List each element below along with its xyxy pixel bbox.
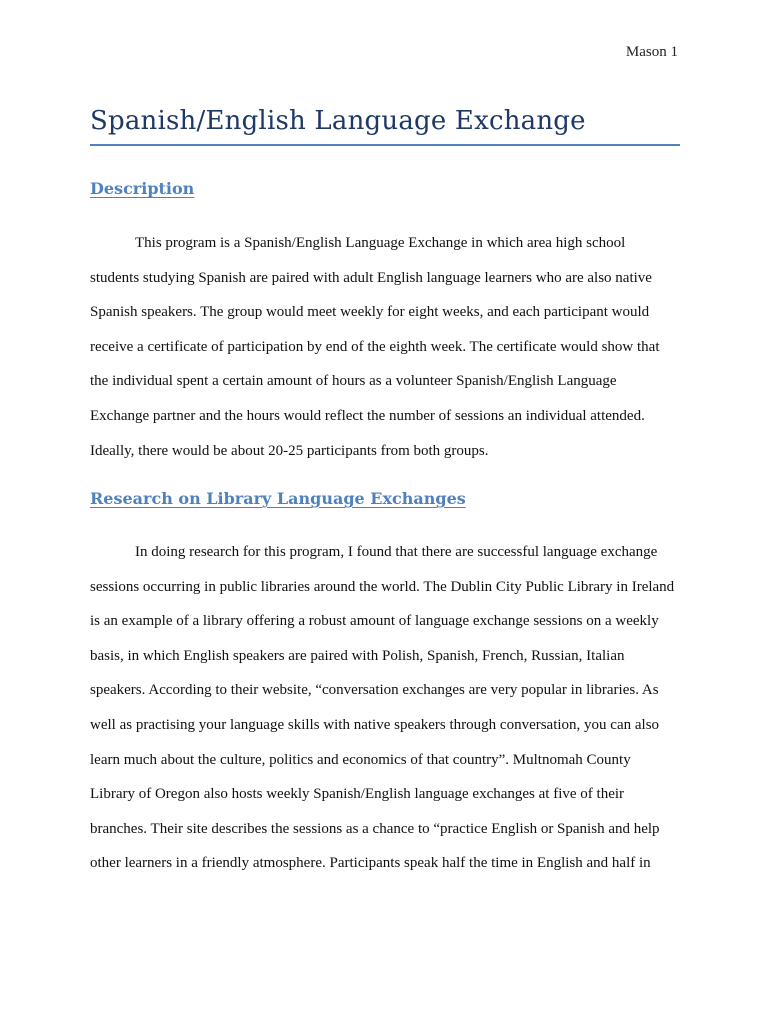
paragraph-line: branches. Their site describes the sessions as a chance to “practice English or Spanish and help xyxy=(90,820,660,837)
section-heading-description: Description xyxy=(90,179,195,198)
research-paragraph xyxy=(90,535,682,881)
paragraph-line: well as practising your language skills with native speakers through conversation, you can also xyxy=(90,716,660,733)
section-heading-research: Research on Library Language Exchanges xyxy=(90,489,466,508)
paragraph-line: other learners in a friendly atmosphere. Participants speak half the time in English and half in xyxy=(90,855,651,872)
paragraph-line: Ideally, there would be about 20-25 participants from both groups. xyxy=(90,442,489,459)
document-title: Spanish/English Language Exchange xyxy=(90,106,680,146)
description-paragraph xyxy=(90,226,682,468)
paragraph-line: basis, in which English speakers are paired with Polish, Spanish, French, Russian, Italian xyxy=(90,647,625,664)
paragraph-line: speakers. According to their website, “conversation exchanges are very popular in libraries. As xyxy=(90,682,659,699)
paragraph-line: sessions occurring in public libraries around the world. The Dublin City Public Library in Ireland xyxy=(90,578,675,595)
paragraph-line: receive a certificate of participation by end of the eighth week. The certificate would show that xyxy=(90,338,660,355)
paragraph-line: students studying Spanish are paired with adult English language learners who are also native xyxy=(90,269,652,286)
running-head: Mason 1 xyxy=(625,44,678,60)
paragraph-line: learn much about the culture, politics and economics of that country”. Multnomah County xyxy=(90,751,631,768)
paragraph-line: Exchange partner and the hours would reflect the number of sessions an individual attended. xyxy=(90,407,645,424)
paragraph-line: In doing research for this program, I found that there are successful language exchange xyxy=(135,544,658,560)
paragraph-line: the individual spent a certain amount of hours as a volunteer Spanish/English Language xyxy=(90,373,617,390)
paragraph-line: Spanish speakers. The group would meet weekly for eight weeks, and each participant would xyxy=(90,304,650,321)
paragraph-line: This program is a Spanish/English Language Exchange in which area high school xyxy=(135,235,626,251)
paragraph-line: is an example of a library offering a robust amount of language exchange sessions on a weekly xyxy=(90,613,659,630)
paragraph-line: Library of Oregon also hosts weekly Spanish/English language exchanges at five of their xyxy=(90,786,625,803)
